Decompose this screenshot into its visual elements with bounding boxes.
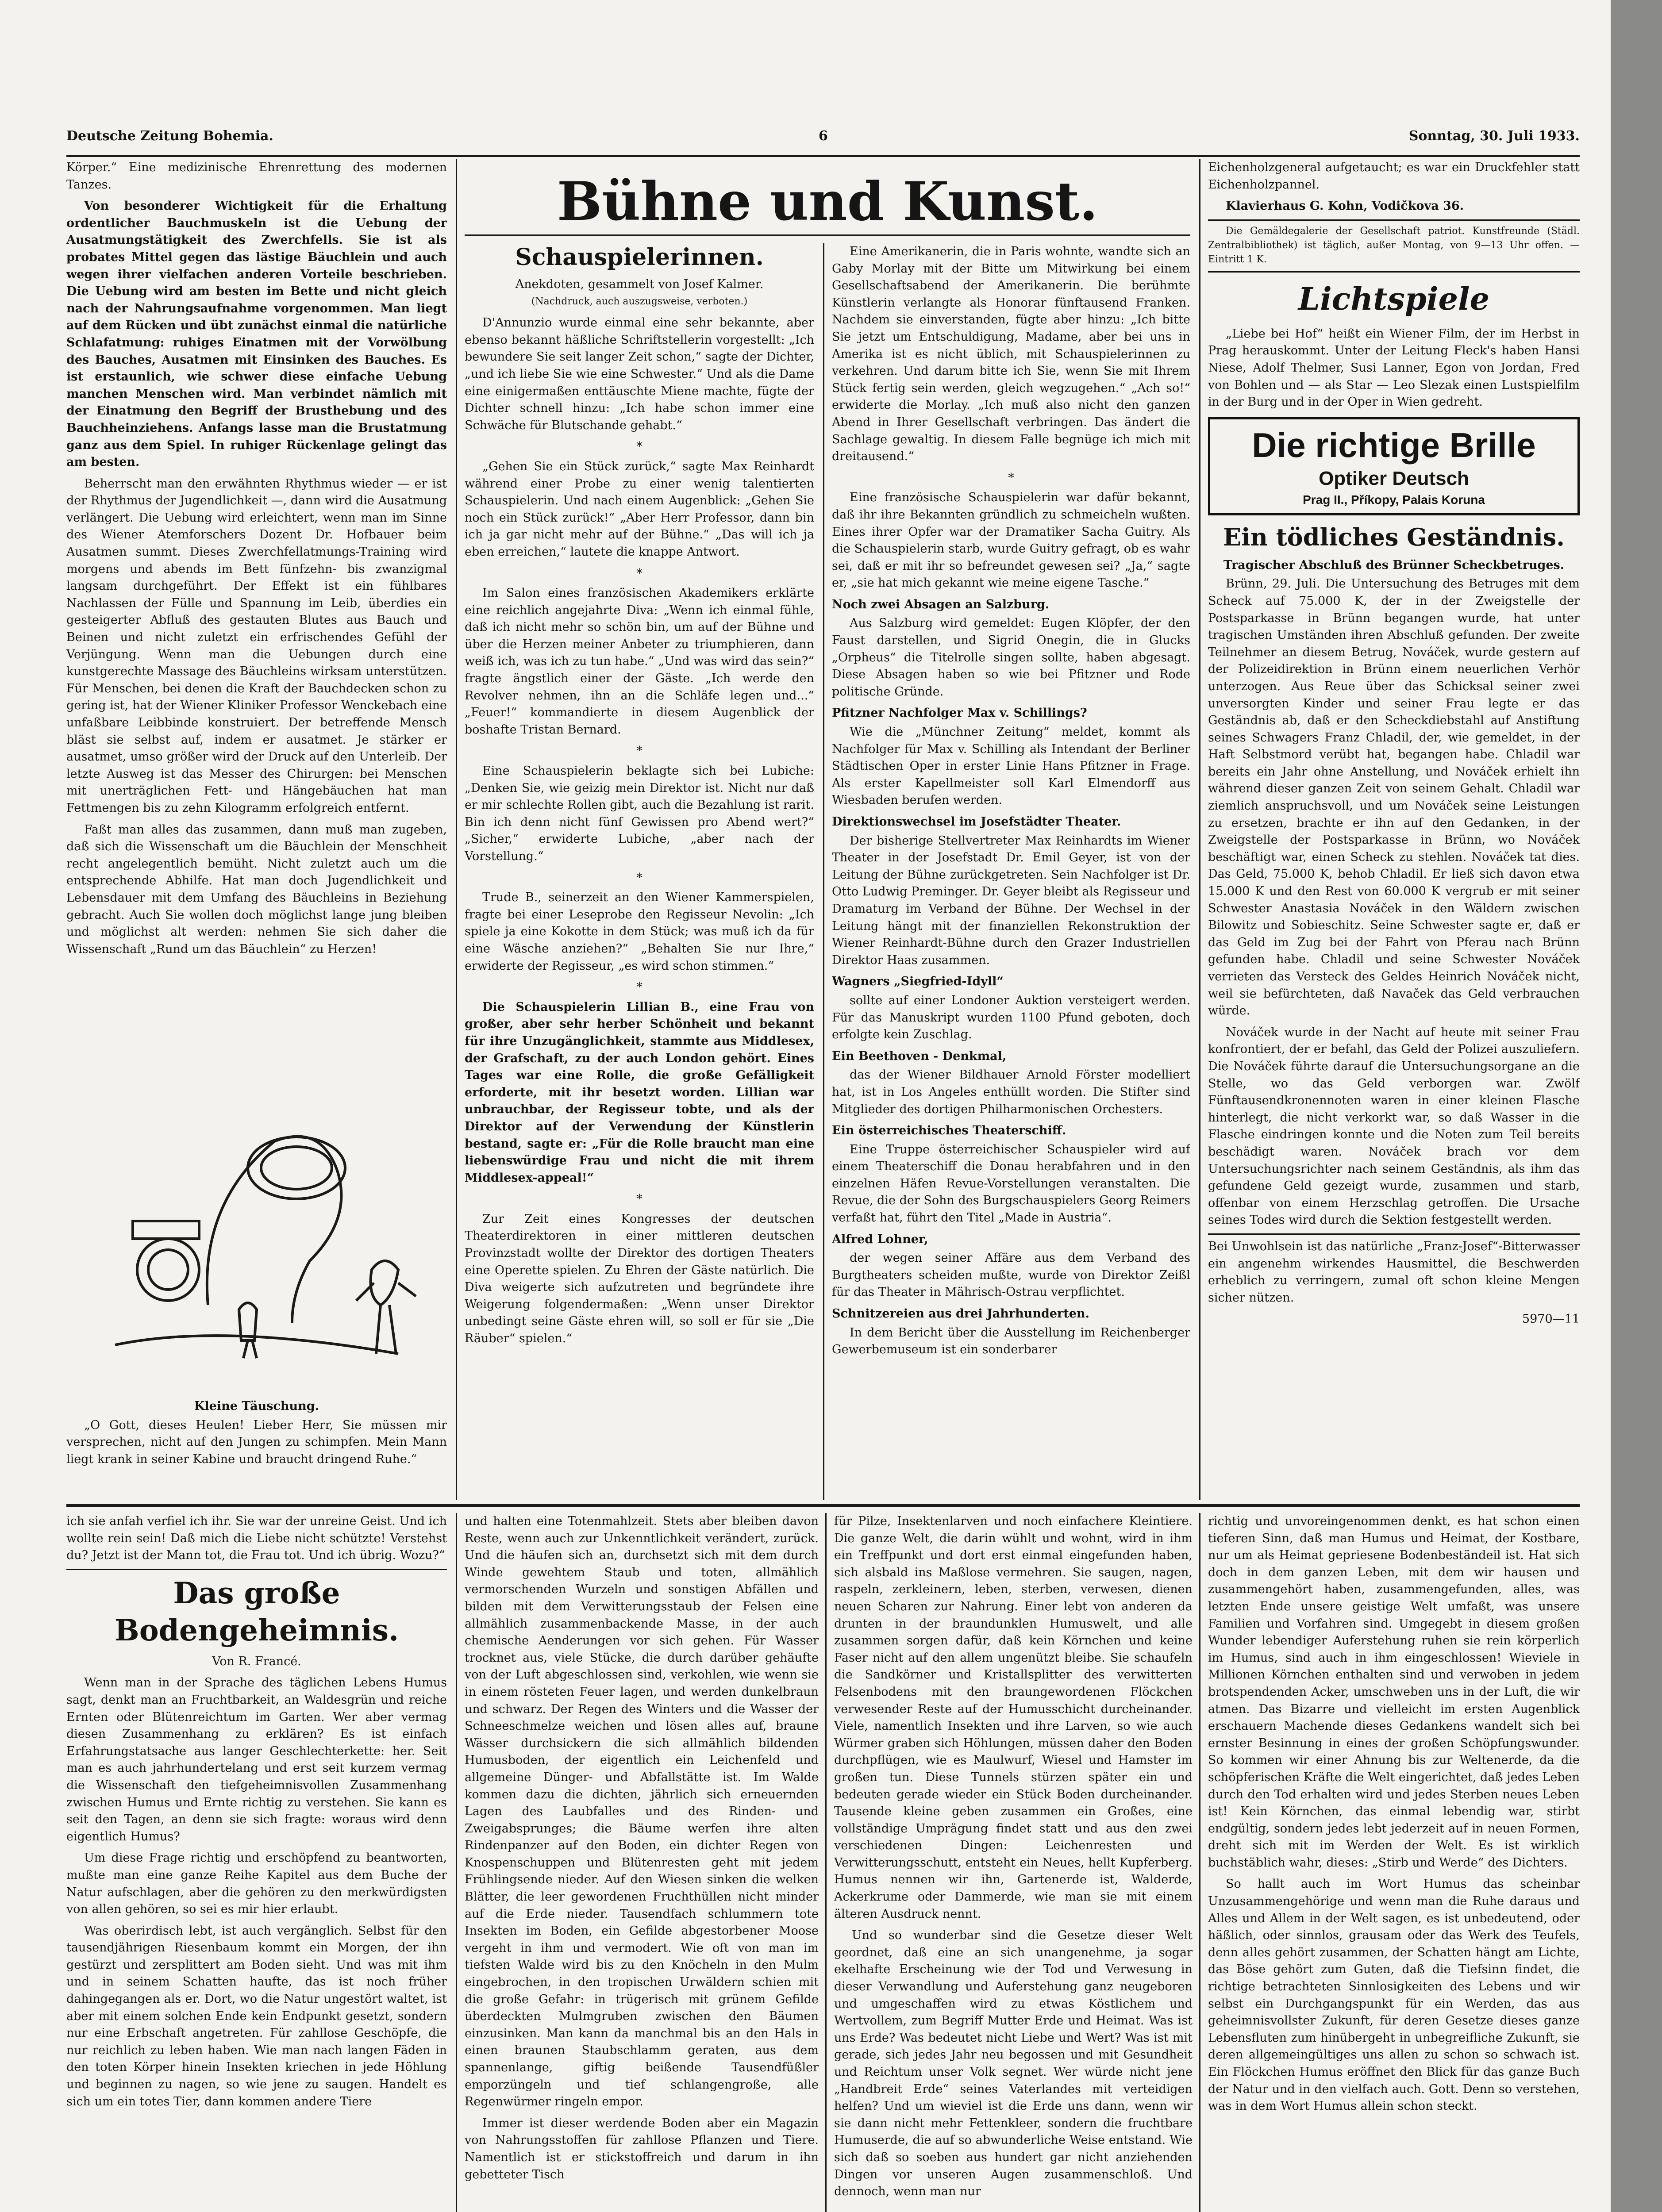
separator: * [636,744,642,758]
news-headline: Alfred Lohner, [832,1232,928,1246]
separator: * [636,440,642,454]
separator: * [636,871,642,885]
ad-address: Prag II., Příkopy, Palais Koruna [1303,492,1485,507]
article-title: Schauspielerinnen. [515,244,764,271]
paragraph: richtig und unvoreingenommen denkt, es hat schon einen tieferen Sinn, daß man Humus und Heimat, der Kostbare, nur um als Heimat gepriesene Bodenbeständeil ist. Hat sich doch in dem ganzen Leben, mit dem wir hausen und zusammengehört haben, zusammengefunden, alles, was letzten Ende unsere geistige Welt umfaßt, was unsere Familien und Vorfahren sind. Umgegebt in diesem großen Wunder lebendiger Auferstehung ruhen sie rein körperlich im Humus, sind auch in ihm eingeschlossen! Wieviele in Millionen Körnchen enthalten sind und verwoben in jedem brotspendenden Acker, umschweben uns in der Luft, die wir atmen. Das Bizarre und vielleicht im ersten Augenblick erschauern Machende dieses Gedankens wandelt sich bei ernster Besinnung in eines der großen Schöpfungswunder. So kommen wir einer Ahnung bis zur Weltenerde, da die schöpferischen Kräfte die Welt eingerichtet, daß jedes Leben durch den Tod erhalten wird und jedes Sterben neues Leben ist! Kein Körnchen, das einmal lebendig war, stirbt endgültig, sondern jedes lebt jederzeit auf in neuen Formen, dreht sich mit im Werden der Welt. Es ist wirklich buchstäblich wahr, dieses: „Stirb und Werde“ des Dichters. [1208,1514,1580,1870]
feuilleton-col-4 [1208,1513,1580,2212]
news-headline: Pfitzner Nachfolger Max v. Schillings? [832,706,1087,720]
news-headline: Ein Beethoven - Denkmal, [832,1049,1007,1063]
divider [1208,271,1580,273]
headline: Ein tödliches Geständnis. [1223,522,1565,551]
paragraph: für Pilze, Insektenlarven und noch einfachere Kleintiere. Die ganze Welt, die darin wühlt und wohnt, wird in ihm ein Treffpunkt und dort erst einmal eingefunden haben, sich alsbald ins Maßlose vermehren. Sie saugen, nagen, raspeln, zerkleinern, leben, sterben, verwesen, dienen neuen Scharen zur Nahrung. Einer lebt von anderen da drunten in der braundunklen Humuswelt, und alle zusammen sorgen dafür, daß kein Körnchen und keine Faser nicht auf den allem ungenützt bleibe. Sie schaufeln die Sandkörner und Kristallsplitter des verwitterten Felsenbodens mit den braungewordenen Flöckchen verwesender Reste auf der Humusschicht durcheinander. Viele, namentlich Insekten und ihre Larven, so wie auch Würmer graben sich Höhlungen, müssen daher den Boden durchpflügen, wie es Maulwurf, Wiesel und Hamster im großen tun. Diese Tunnels stürzen später ein und bedeuten gerade wieder ein Stück Boden durcheinander. Tausende kleine geben zusammen ein Großes, eine vollständige Umprägung findet statt und aus den zwei verschiedenen Dingen: Leichenresten und Verwitterungsschutt, entsteht ein Neues, hellt Kupferberg. Humus nennen wir ihn, Gartenerde ist, Walderde, Ackerkrume oder Dammerde, wie man sie mit einem älteren Ausdruck nennt. [834,1514,1193,1921]
anecdote: Eine Schauspielerin beklagte sich bei Lubiche: „Denken Sie, wie geizig mein Direktor ist. Nicht nur daß er mir schlechte Rollen gibt, auch die Bezahlung ist rarit. Bin ich denn nicht fünf Gewissen pro Abend wert?“ „Sicher,“ erwiderte Lubiche, „aber nach der Vorstellung.“ [465,764,814,863]
paragraph: Wenn man in der Sprache des täglichen Lebens Humus sagt, denkt man an Fruchtbarkeit, an Waldesgrün und reiche Ernten oder Blütenreichtum im Garten. Wer aber vermag diesen Zusammenhang zu erklären? Es ist einfach Erfahrungstatsache aus langer Geschlechterkette: her. Seit man es auch jahrhundertelang und erst seit kurzem vermag die Wissenschaft den tiefgeheimnisvollen Zusammenhang zwischen Humus und Ernte richtig zu verstehen. Sie kann es seit den Tagen, an denn sie sich fragte: woraus wird denn eigentlich Humus? [66,1676,447,1843]
separator: * [636,980,642,995]
article-byline: Anekdoten, gesammelt von Josef Kalmer. [515,277,764,291]
news-headline: Direktionswechsel im Josefstädter Theater. [832,815,1121,829]
paragraph: So hallt auch im Wort Humus das scheinbar Unzusammengehörige und wenn man die Ruhe daraus und Alles und Allem in der Welt sagen, es ist unbedeutend, oder häßlich, oder sinnlos, grausam oder das Werk des Teufels, denn alles gehört zusammen, der Schatten hängt am Lichte, das Böse gehört zum Guten, daß die Tiefsinn findet, die richtige betrachteten Sinnlosigkeiten des Lebens und wir selbst ein Durchgangspunkt für ein Werden, das aus geheimnisvollster Zukunft, für deren Gesetze dieses ganze Lebensfluten zum hinübergeht in unbegreifliche Zukunft, sie deren allgemeingültiges uns allen zu schon so schwach ist. Ein Flöckchen Humus eröffnet den Blick für das ganze Buch der Natur und in den vielfach auch. Gott. Denn so verstehen, was in dem Wort Humus allein schon steckt. [1208,1877,1580,2113]
news-headline: Ein österreichisches Theaterschiff. [832,1124,1066,1138]
f-divider-2 [825,1513,827,2212]
divider [1208,1233,1580,1235]
divider [1208,219,1580,221]
cartoon-title: Kleine Täuschung. [194,1399,319,1413]
masthead-rule [66,155,1580,157]
anecdote: Die Schauspielerin Lillian B., eine Frau von großer, aber sehr herber Schönheit und bekannt für ihre Unzugänglichkeit, stammte aus Middlesex, der Grafschaft, zu der auch London gehört. Eines Tages war eine Rolle, die große Gefälligkeit erforderte, mit ihr besetzt worden. Lillian war unbrauchbar, der Regisseur tobte, und als der Direktor auf der Verwendung der Künstlerin bestand, sagte er: „Für die Rolle braucht man eine liebenswürdige Frau und nicht die mit ihrem Middlesex-appeal!“ [465,1000,814,1185]
ad-title: Die richtige Brille [1252,425,1536,465]
paragraph: Von besonderer Wichtigkeit für die Erhaltung ordentlicher Bauchmuskeln ist die Uebung der Ausatmungstätigkeit des Zwerchfells. Sie ist als probates Mittel gegen das lästige Bäuchlein und auch wegen ihrer vielfachen anderen Vorteile beschrieben. Die Uebung wird am besten im Bette und nicht gleich nach der Nahrungsaufnahme vorgenommen. Man liegt auf dem Rücken und übt zunächst einmal die natürliche Schlafatmung: ruhiges Einatmen mit der Vorwölbung des Bauches, Ausatmen mit Einsinken des Bauches. Es ist erstaunlich, wie schwer diese einfache Uebung manchen Menschen wird. Man verbindet nämlich mit der Einatmung den Begriff der Brusthebung und des Bauchheinziehens. Anfangs lasse man die Brustatmung ganz aus dem Spiel. In ruhiger Rückenlage gelingt das am besten. [66,199,447,469]
separator: * [636,566,642,580]
anecdote: D'Annunzio wurde einmal eine sehr bekannte, aber ebenso bekannt häßliche Schriftstellerin vorgestellt: „Ich bewundere Sie seit langer Zeit schon,“ sagte der Dichter, „und ich liebe Sie wie eine Schwester.“ Und als die Dame eine einigermaßen enttäuschte Miene machte, fügte der Dichter schnell hinzu: „Ich habe schon immer eine Schwäche für Blutschande gehabt.“ [465,316,814,432]
paragraph: Beherrscht man den erwähnten Rhythmus wieder — er ist der Rhythmus der Jugendlichkeit —, dann wird die Ausatmung verlängert. Die Uebung wird erleichtert, wenn man im Sinne des Wiener Atemforschers Dozent Dr. Hofbauer beim Ausatmen summt. Dieses Zwerchfellatmungs-Training wird morgens und abends im Bett fünfzehn- bis zwanzigmal langsam durchgeführt. Der Effekt ist ein fühlbares Nachlassen der Fülle und Spannung im Leib, überdies ein gesteigerter Abfluß des gestauten Blutes aus Bauch und Beinen und nicht zuletzt ein erfrischendes Gefühl der Verjüngung. Wenn man die Uebungen durch eine kunstgerechte Massage des Bäuchleins wirksam unterstützen. Für Menschen, bei denen die Kraft der Bauchdecken schon zu gering ist, hat der Wiener Kliniker Professor Wenckebach eine unfaßbare Leibbinde konstruiert. Der betreffende Mensch bläst sie selbst auf, indem er ausatmet. Je stärker er ausatmet, umso größer wird der Druck auf den Unterleib. Der letzte Ausweg ist das Messer des Chirurgen: bei Menschen mit unerträglichen Fett- und Hängebäuchen hat man Fettmengen bis zu zehn Kilogramm erfolgreich entfernt. [66,476,447,815]
section-title: Bühne und Kunst. [557,170,1098,233]
cartoon-ship [88,1115,434,1389]
col-divider-3 [1199,159,1200,1500]
f-divider-1 [456,1513,457,2212]
news-text: In dem Bericht über die Ausstellung im Reichenberger Gewerbemuseum ist ein sonderbarer [832,1325,1190,1357]
paragraph: Faßt man alles das zusammen, dann muß man zugeben, daß sich die Wissenschaft um die Bäuchlein der Menschheit recht angelegentlich bemüht. Nicht zuletzt auch um die entsprechende Abhilfe. Hat man doch Jugendlichkeit und Lebensdauer mit dem Umfang des Bäuchleins in Beziehung gebracht. Auch Sie wollen doch möglichst lange jung bleiben und möglichst alt werden: nehmen Sie sich daher die Wissenschaft „Rund um das Bäuchlein“ zu Herzen! [66,822,447,956]
news-text: das der Wiener Bildhauer Arnold Förster modelliert hat, ist in Los Angeles enthüllt worden. Die Stifter sind Mitglieder des dortigen Philharmonischen Orchesters. [832,1068,1190,1116]
anecdote: Im Salon eines französischen Akademikers erklärte eine reichlich angejahrte Diva: „Wenn ich einmal fühle, daß ich nicht mehr so schön bin, um auf der Bühne und über die Herzen meiner Anbeter zu triumphieren, dann weiß ich, was ich zu tun habe.“ „Und was wird das sein?“ fragte ängstlich einer der Gäste. „Ich werde den Revolver nehmen, ihn an die Schläfe legen und...“ „Feuer!“ kommandierte in diesem Augenblick der boshafte Tristan Bernard. [465,586,814,737]
paper-name: Deutsche Zeitung Bohemia. [66,128,273,144]
anecdote: „Gehen Sie ein Stück zurück,“ sagte Max Reinhardt während einer Probe zu einer wenig talentierten Schauspielerin. Und nach einem Augenblick: „Gehen Sie noch ein Stück zurück!“ „Aber Herr Professor, dann bin ich ja gar nicht mehr auf der Bühne.“ „Das will ich ja eben erreichen,“ lautete die knappe Antwort. [465,459,814,559]
feuilleton-col-1 [66,1513,447,2212]
film-news: „Liebe bei Hof“ heißt ein Wiener Film, der im Herbst in Prag herauskommt. Unter der Leitung Fleck's haben Hansi Niese, Adolf Thelmer, Susi Lanner, Egon von Jordan, Fred von Bohlen und — als Star — Leo Slezak einen Lustspielfilm in der Burg und in der Oper in Wien gedreht. [1208,326,1580,409]
concert-note: Klavierhaus G. Kohn, Vodičkova 36. [1226,199,1464,213]
section-title-rule [465,234,1190,236]
subheadline: Tragischer Abschluß des Brünner Scheckbetruges. [1223,558,1565,572]
news-text: der wegen seiner Affäre aus dem Verband des Burgtheaters scheiden mußte, wurde von Direktor Zeißl für das Theater in Mährisch-Ostrau verpflichtet. [832,1251,1190,1299]
news-text: Der bisherige Stellvertreter Max Reinhardts im Wiener Theater in der Josefstadt Dr. Emil Geyer, ist von der Leitung der Bühne zurückgetreten. Sein Nachfolger ist Dr. Otto Ludwig Preminger. Dr. Geyer bleibt als Regisseur und Dramaturg im Verband der Bühne. Der Wechsel in der Leitung hängt mit der finanziellen Rekonstruktion der Wiener Reinhardt-Bühne durch den Grazer Industriellen Direktor Haas zusammen. [832,833,1190,967]
news-headline: Schnitzereien aus drei Jahrhunderten. [832,1307,1089,1321]
separator: * [636,1192,642,1206]
news-text: Eine Truppe österreichischer Schauspieler wird auf einem Theaterschiff die Donau herabfahren und in den einzelnen Häfen Revue-Vorstellungen veranstalten. Die Revue, die der Sohn des Burgschauspielers Georg Reimers verfaßt hat, führt den Titel „Made in Austria“. [832,1142,1190,1225]
feuilleton-rule [66,1504,1580,1507]
lichtspiele-title: Lichtspiele [1298,280,1490,317]
column-theatre-news [832,243,1190,1504]
paragraph: Um diese Frage richtig und erschöpfend zu beantworten, mußte man eine ganze Reihe Kapitel aus dem Buche der Natur aufschlagen, aber die gehören zu den merkwürdigsten von allen gehören, so sei es mir hier erlaubt. [66,1851,447,1916]
f-divider-3 [1199,1513,1200,2212]
feuilleton-col-3 [834,1513,1193,2212]
paragraph: Und so wunderbar sind die Gesetze dieser Welt geordnet, daß eine an sich unangenehme, ja sogar ekelhafte Erscheinung wie der Tod und Verwesung in dieser Verwandlung und Auferstehung ganz neugeboren und umgeschaffen wird zu etwas Köstlichem und Wertvollem, zum Begriff Mutter Erde und Heimat. Was ist uns Erde? Was bedeutet nicht Liebe und Wert? Was ist mit gerade, sich jedes Jahr neu begossen und mit Gesundheit und Reichtum unser Volk segnet. Wer würde nicht jene „Handbreit Erde“ seines Vaterlandes mit verteidigen helfen? Und um wieviel ist die Erde uns dann, wenn wir sie dann nicht mehr Fettenkleer, sondern die fruchtbare Humuserde, die auf so abwunderliche Weise entstand. Wie sich daß so soeben aus hundert gar nicht anziehenden Dingen vor unseren Augen zusammenschloß. Und dennoch, wenn man nur [834,1928,1193,2199]
col-divider-1 [456,159,457,1500]
paragraph: Nováček wurde in der Nacht auf heute mit seiner Frau konfrontiert, der er befahl, das Geld der Polizei auszuliefern. Die Nováček führte darauf die Untersuchungsorgane an die Stelle, wo das Geld verborgen war. Zwölf Fünftausendkronennoten waren in einer kleinen Flasche hinterlegt, die nicht verkorkt war, so daß Wasser in die Flasche eindringen konnte und die Noten zum Teil bereits beschädigt waren. Nováček brach vor dem Untersuchungsrichter nach seinem Geständnis, als ihm das gefundene Geld gezeigt wurde, zusammen und starb, offenbar von einem Herzschlag getroffen. Die Ursache seines Todes wird durch die Sektion festgestellt werden. [1208,1025,1580,1227]
page-number: 6 [819,128,828,144]
col-divider-2 [823,243,824,1500]
anecdote: Zur Zeit eines Kongresses der deutschen Theaterdirektoren in einer mittleren deutschen Provinzstadt wollte der Direktor des dortigen Theaters eine Operette spielen. Zu Ehren der Gäste natürlich. Die Diva weigerte sich aufzutreten und begründete ihre Weigerung folgendermaßen: „Wenn unser Direktor unbedingt seine Gäste ehren will, so soll er für sie „Die Räuber“ spielen.“ [465,1212,814,1346]
feuilleton-title: Das große Bodengeheimnis. [114,1575,399,1647]
news-headline: Noch zwei Absagen an Salzburg. [832,597,1050,611]
story-end: ich sie anfah verfiel ich ihr. Sie war der unreine Geist. Und ich wollte rein sein! Daß mich die Liebe nicht schützte! Verstehst du? Jetzt ist der Mann tot, die Frau tot. Und ich übrig. Wozu?“ [66,1514,447,1563]
paragraph: Was oberirdisch lebt, ist auch vergänglich. Selbst für den tausendjährigen Riesenbaum kommt ein Morgen, der ihn gestürzt und zersplittert am Boden sieht. Und was mit ihm und in seinem Schatten haufte, das ist noch früher dahingegangen als er. Dort, wo die Natur ungestört waltet, ist aber mit einem solchen Ende kein Endpunkt gesetzt, sondern nur eine Erbschaft angetreten. Für zahllose Geschöpfe, die nur reichlich zu leben haben. Wie man nach langen Fäden in den toten Körper hinein Insekten kriechen in jede Höhlung und beginnen zu nagen, so wie jene zu saugen. Handelt es sich um ein totes Tier, dann kommen andere Tiere [66,1924,447,2108]
news-text: sollte auf einer Londoner Auktion versteigert werden. Für das Manuskript wurden 1100 Pfund geboten, doch erfolgte kein Zuschlag. [832,993,1190,1042]
paragraph: Brünn, 29. Juli. Die Untersuchung des Betruges mit dem Scheck auf 75.000 K, der in der Zweigstelle der Postsparkasse in Brünn begangen wurde, hat unter tragischen Umständen ihren Abschluß gefunden. Der zweite Teilnehmer an diesem Betrug, Nováček, wurde gestern auf der Polizeidirektion in Brünn einem neuerlichen Verhör unterzogen. Aus Reue über das Schicksal seiner zwei unversorgten Kinder und seiner Frau legte er das Geständnis ab, daß er den Scheckdiebstahl auf Anstiftung seines Schwagers Franz Chladil, der, wie gemeldet, in der Haft Selbstmord verübt hat, begangen habe. Chladil war bereits ein Jahr ohne Anstellung, und Nováček erhielt ihn während dieser ganzen Zeit von seinem Gehalt. Chladil war ziemlich anspruchsvoll, und um Nováček seine Leistungen zu ersetzen, brachte er ihn auf den Gedanken, in der Zweigstelle der Postsparkasse in Brünn, wo Nováček beschäftigt war, einen Scheck zu stehlen. Nováček tat dies. Das Geld, 75.000 K, behob Chladil. Er ließ sich davon etwa 15.000 K und den Rest von 60.000 K vergrub er mit seiner Schwester Anastasia Nováček in den Wäldern zwischen Bilowitz und Sobieschitz. Seine Schwester sagte er, daß er das Geld im Zug bei der Fahrt von Pferau nach Brünn gefunden habe. Chladil und seine Schwester Nováček verrieten das Versteck des Geldes Heinrich Nováček nicht, weil sie befürchteten, daß Navaček das Geld verbrauchen würde. [1208,577,1580,1018]
cartoon-drawing [88,1115,434,1389]
column-health [66,159,447,1102]
reprint-note: (Nachdruck, auch auszugsweise, verboten.) [531,296,748,307]
column-right [1208,159,1580,1500]
news-headline: Wagners „Siegfried-Idyll“ [832,975,1004,989]
paragraph: Körper.“ Eine medizinische Ehrenrettung des modernen Tanzes. [66,161,447,192]
cartoon-text [66,1394,447,1500]
anecdote: Trude B., seinerzeit an den Wiener Kammerspielen, fragte bei einer Leseprobe den Regisseur Nevolin: „Ich spiele ja eine Kokotte in dem Stück; was muß ich da für eine Wäsche anziehen?“ „Behalten Sie nur Ihre,“ erwiderte der Regisseur, „es wird schon stimmen.“ [465,891,814,973]
feuilleton-col-2 [465,1513,819,2212]
paragraph: Immer ist dieser werdende Boden aber ein Magazin von Nahrungsstoffen für zahllose Pflanzen und Tiere. Namentlich ist er stickstoffreich und darum in ihn gebetteter Tisch [465,2116,819,2181]
exhibition-note: Die Gemäldegalerie der Gesellschaft patriot. Kunstfreunde (Städl. Zentralbibliothek) ist täglich, außer Montag, von 9—13 Uhr offen. — Eintritt 1 K. [1208,225,1580,265]
masthead [66,128,1580,155]
optician-ad [1208,417,1580,515]
anecdote: Eine französische Schauspielerin war dafür bekannt, daß ihr ihre Bekannten gründlich zu schmeicheln wußten. Eines ihrer Opfer war der Dramatiker Sacha Guitry. Als die Schauspielerin starb, wurde Guitry gefragt, ob es wahr sei, daß er mit ihr so befreundet gewesen sei? „Ja,“ sagte er, „sie hat mich gekannt wie meine eigene Tasche.“ [832,491,1190,590]
news-text: Wie die „Münchner Zeitung“ meldet, kommt als Nachfolger für Max v. Schilling als Intendant der Berliner Städtischen Oper in erster Linie Hans Pfitzner in Frage. Als erster Kapellmeister soll Karl Elmendorff aus Wiesbaden berufen werden. [832,725,1190,807]
divider [66,1569,447,1570]
separator: * [1008,471,1014,485]
scan-margin [1611,0,1662,2212]
column-actresses [465,243,814,1504]
ad-subtitle: Optiker Deutsch [1319,467,1469,489]
notice-number: 5970—11 [1522,1312,1580,1326]
anecdote: Eine Amerikanerin, die in Paris wohnte, wandte sich an Gaby Morlay mit der Bitte um Mitwirkung bei einem Gesellschaftsabend der Amerikanerin. Die berühmte Künstlerin verlangte als Honorar fünftausend Franken. Nachdem sie einverstanden, fügte aber hinzu: „Ich bitte Sie jetzt um Entschuldigung, Madame, aber bei uns in Amerika ist es nicht üblich, mit Schauspielerinnen zu verkehren. Und darum bitte ich Sie, wenn Sie mit Ihrem Stück fertig sein werden, gleich wegzugehen.“ „Ach so!“ erwiderte die Morlay. „Ich muß also nicht den ganzen Abend in Ihrer Gesellschaft verbringen. Das ändert die Sachlage gewaltig. In diesem Falle begnüge ich mich mit dreitausend.“ [832,245,1190,464]
paragraph: und halten eine Totenmahlzeit. Stets aber bleiben davon Reste, wenn auch zur Unkenntlichkeit verändert, zurück. Und die häufen sich an, durchsetzt sich mit dem durch Winde gewehtem Staub und toten, allmählich vermorschenden Wurzeln und sonstigen Abfällen und bilden mit dem Verwitterungsstaub der Felsen eine allmählich zusammenbackende Masse, in der auch chemische Aenderungen vor sich gehen. Für Wasser trocknet aus, viele Stücke, die durch darüber gehäufte von der Luft abgeschlossen sind, verkohlen, wie wenn sie in einem rösteten Feuer lagen, und werden dunkelbraun und schwarz. Der Regen des Winters und die Wasser der Schneeschmelze weichen und lösen alles auf, braune Wässer durchsickern die sich allmählich bildenden Humusboden, der eigentlich ein Leichenfeld und allgemeine Dünger- und Abfallstätte ist. Im Walde kommen dazu die dichten, jährlich sich erneuernden Lagen des Laubfalles und des Rinden- und Zweigabsprunges; die Bäume werfen ihre alten Rindenpanzer auf den Boden, ein dichter Regen von Knospenschuppen und Blütenresten geht mit jedem Frühlingsende nieder. Auf den Wiesen sinken die welken Blätter, die leer gewordenen Fruchthüllen nicht minder auf die Erde nieder. Tausendfach schlummern tote Insekten im Boden, ein Gefilde abgestorbener Moose vergeht in ihm und vermodert. Wie oft von man im tiefsten Walde wird bis zu den Knöcheln in den Mulm eingebrochen, in den tropischen Urwäldern schien mit die große Gefahr: in trügerisch mit grünem Gefilde überdeckten Mulmgruben zwischen den Bäumen einzusinken. Man kann da manchmal bis an den Hals in einen braunen Staubschlamm geraten, aus dem spannenlange, giftig beißende Tausendfüßler emporzüngeln und tief schlangengroße, alle Regenwürmer ringeln empor. [465,1514,819,2109]
news-text: Aus Salzburg wird gemeldet: Eugen Klöpfer, der den Faust darstellen, und Sigrid Onegin, die in Glucks „Orpheus“ die Titelrolle singen sollte, haben abgesagt. Diese Absagen haben so wie bei Pfitzner und Rode politische Gründe. [832,616,1190,699]
bitterwater-notice: Bei Unwohlsein ist das natürliche „Franz-Josef“-Bitterwasser ein angenehm wirkendes Hausmittel, die Beschwerden erheblich zu verringern, zumal oft schon kleine Mengen sicher nützen. [1208,1239,1580,1305]
cartoon-caption: „O Gott, dieses Heulen! Lieber Herr, Sie müssen mir versprechen, nicht auf den Jungen zu schimpfen. Mein Mann liegt krank in seiner Kabine und braucht dringend Ruhe.“ [66,1418,447,1466]
feuilleton-byline: Von R. Francé. [212,1654,301,1668]
issue-date: Sonntag, 30. Juli 1933. [1408,128,1580,144]
correction-note: Eichenholzgeneral aufgetaucht; es war ein Druckfehler statt Eichenholzpannel. [1208,161,1580,192]
